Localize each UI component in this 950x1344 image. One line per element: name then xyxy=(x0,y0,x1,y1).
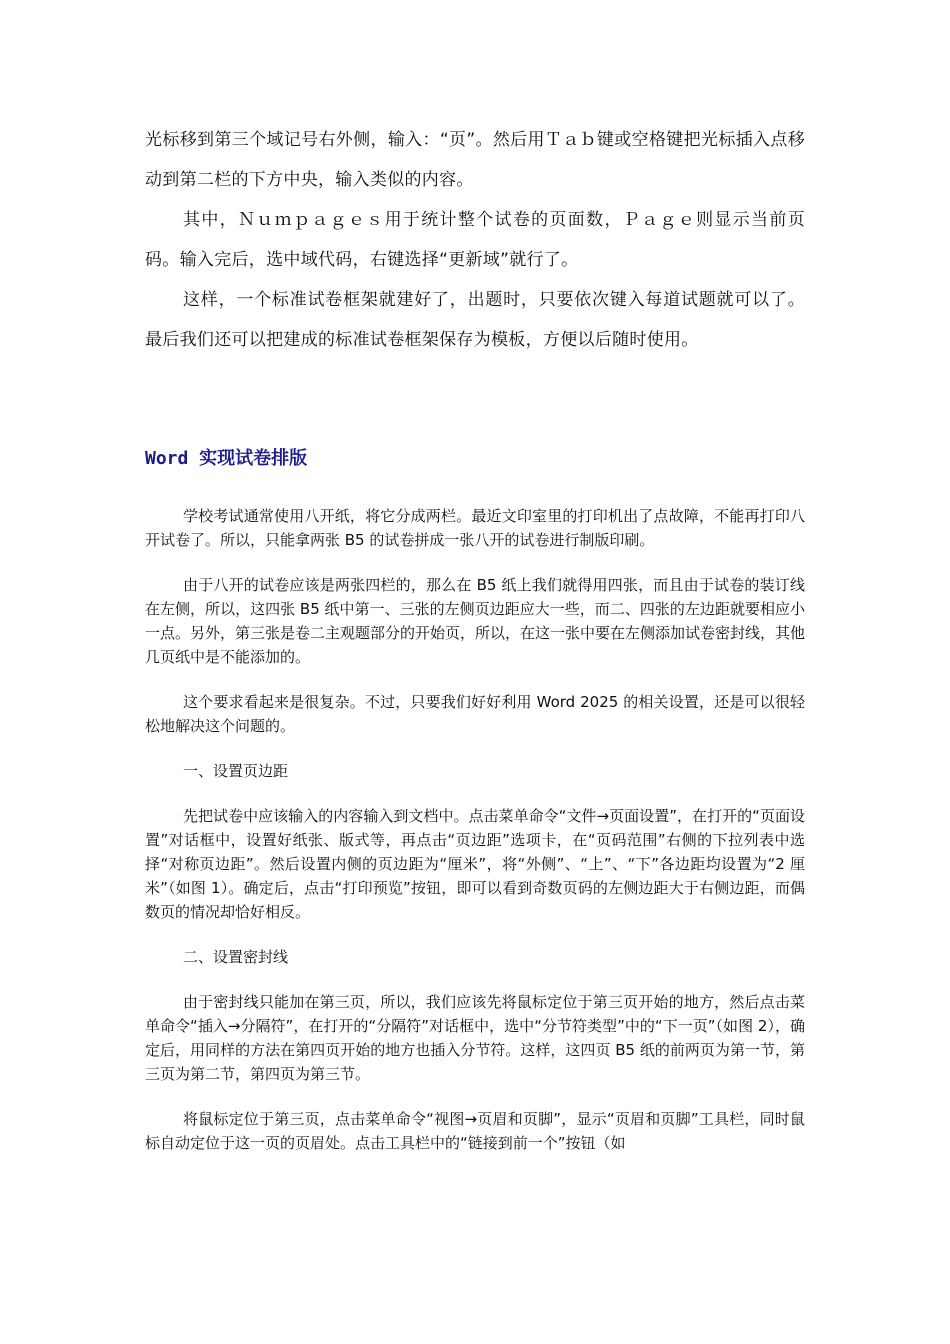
article-paragraph: 先把试卷中应该输入的内容输入到文档中。点击菜单命令“文件→页面设置”，在打开的“页面设置”对话框中，设置好纸张、版式等，再点击“页边距”选项卡，在“页码范围”右侧的下拉列表中选择“对称页边距”。然后设置内侧的页边距为“厘米”，将“外侧”、“上”、“下”各边距均设置为“2 厘米”（如图 1）。确定后，点击“打印预览”按钮，即可以看到奇数页码的左侧边距大于右侧边距，而偶数页的情况却恰好相反。 xyxy=(145,807,805,921)
document-page xyxy=(145,120,805,1155)
section-heading-seal-line: 二、设置密封线 xyxy=(183,948,289,966)
article-paragraph: 将鼠标定位于第三页，点击菜单命令“视图→页眉和页脚”，显示“页眉和页脚”工具栏，同时鼠标自动定位于这一页的页眉处。点击工具栏中的“链接到前一个”按钮（如 xyxy=(145,1110,805,1152)
article-paragraph: 这个要求看起来是很复杂。不过，只要我们好好利用 Word 2025 的相关设置，还是可以很轻松地解决这个问题的。 xyxy=(145,693,805,735)
article-paragraph: 学校考试通常使用八开纸，将它分成两栏。最近文印室里的打印机出了点故障，不能再打印八开试卷了。所以，只能拿两张 B5 的试卷拼成一张八开的试卷进行制版印刷。 xyxy=(145,507,805,549)
intro-paragraph-3: 这样，一个标准试卷框架就建好了，出题时，只要依次键入每道试题就可以了。最后我们还可以把建成的标准试卷框架保存为模板，方便以后随时使用。 xyxy=(145,290,805,350)
article-title: Word 实现试卷排版 xyxy=(145,448,308,469)
intro-paragraph-2: 其中，Ｎｕｍｐａｇｅｓ用于统计整个试卷的页面数，Ｐａｇｅ则显示当前页码。输入完后，选中域代码，右键选择“更新域”就行了。 xyxy=(145,210,805,270)
article-paragraph: 由于密封线只能加在第三页，所以，我们应该先将鼠标定位于第三页开始的地方，然后点击菜单命令“插入→分隔符”，在打开的“分隔符”对话框中，选中“分节符类型”中的“下一页”（如图 2），确定后，用同样的方法在第四页开始的地方也插入分节符。这样，这四页 B5 纸的前两页为第一节，第三页为第二节，第四页为第三节。 xyxy=(145,993,805,1083)
section-heading-margins: 一、设置页边距 xyxy=(183,762,289,780)
intro-paragraph-1: 光标移到第三个域记号右外侧，输入：“页”。然后用Ｔａｂ键或空格键把光标插入点移动到第二栏的下方中央，输入类似的内容。 xyxy=(145,130,805,190)
article-paragraph: 由于八开的试卷应该是两张四栏的，那么在 B5 纸上我们就得用四张，而且由于试卷的装订线在左侧，所以，这四张 B5 纸中第一、三张的左侧页边距应大一些，而二、四张的左边距就要相应小一点。另外，第三张是卷二主观题部分的开始页，所以，在这一张中要在左侧添加试卷密封线，其他几页纸中是不能添加的。 xyxy=(145,576,806,666)
